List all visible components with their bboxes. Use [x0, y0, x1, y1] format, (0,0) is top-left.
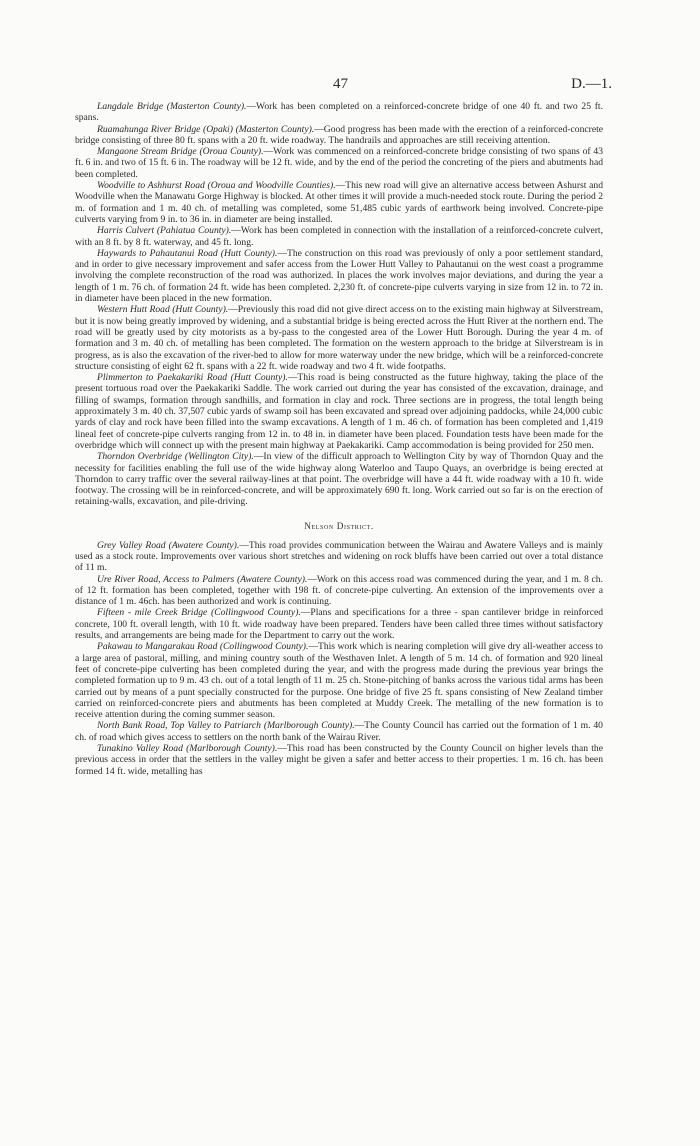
paragraph: [75, 372, 603, 451]
paragraph-text: —Work on this access road was commenced during the year, and 1 m. 8 ch. of 12 ft. formation has been completed, together with 198 ft. of concrete-pipe culverting. An extension of the improvements over a distance of 1 m. 46ch. has been authorized and work is continuing.: [75, 573, 603, 608]
paragraph: [75, 743, 603, 777]
page-header: [0, 76, 700, 96]
paragraph: [75, 101, 603, 124]
paragraph-text: —Work was commenced on a reinforced-concrete bridge consisting of two spans of 43 ft. 6 in. and two of 15 ft. 6 in. The roadway will be 12 ft. wide, and by the end of the period the concreting of the piers and abutments had been completed.: [75, 146, 603, 180]
paragraph-title: North Bank Road, Top Valley to Patriarch (Marlborough County).: [97, 720, 355, 732]
paragraph-title: Mangaone Stream Bridge (Oroua County).: [97, 146, 264, 158]
paragraph: [75, 180, 603, 225]
section-heading: Nelson District.: [304, 520, 374, 531]
document-body: [75, 101, 603, 777]
paragraph-title: Pakawau to Mangarakau Road (Collingwood County).: [97, 641, 309, 653]
paragraph: [75, 124, 603, 147]
paragraph: [75, 146, 603, 180]
paragraph: [75, 451, 603, 507]
paragraph: [75, 607, 603, 641]
paragraph-text: —Good progress has been made with the erection of a reinforced-concrete bridge consisting of three 80 ft. spans with a 20 ft. wide roadway. The handrails and approaches are still receiving attention.: [75, 123, 603, 146]
paragraph-text: —Work has been completed in connection with the installation of a reinforced-concrete culvert, with an 8 ft. by 8 ft. waterway, and 45 ft. long.: [75, 225, 603, 248]
paragraph-text: —This road provides communication between the Wairau and Awatere Valleys and is mainly used as a stock route. Improvements over various short stretches and widening on rock bluffs have been carried out over a total distance of 11 m.: [75, 539, 603, 574]
paragraph-text: —This road is being constructed as the future highway, taking the place of the present tortuous road over the Paekakariki Saddle. The work carried out during the year has consisted of the excavation, drainage, and filling of swamps, formation through sandhills, and formation in clay and rock. Three sections are in progress, the total length being approximately 3 m. 40 ch. 37,507 cubic yards of swamp soil has been excavated and spread over adjoining paddocks, while 24,000 cubic yards of clay and rock have been filled into the swamp excavations. A length of 1 m. 46 ch. of formation has been completed and 1,419 lineal feet of concrete-pipe culverts ranging from 12 in. to 48 in. in diameter have been placed. Foundation tests have been made for the overbridge which will connect up with the present main highway at Paekakariki. Camp accommodation is being provided for 250 men.: [75, 372, 603, 451]
paragraph-text: —The construction on this road was previously of only a poor settlement standard, and in order to give necessary improvement and safer access from the Lower Hutt Valley to Pahautanui on the west coast a programme involving the complete reconstruction of the road was authorized. In places the work involves major deviations, and during the year a length of 1 m. 76 ch. of formation 24 ft. wide has been completed. 2,230 ft. of concrete-pipe culverts varying in size from 12 in. to 72 in. in diameter have been placed in the new formation.: [75, 247, 603, 305]
paragraph: [75, 641, 603, 720]
paragraph-title: Langdale Bridge (Masterton County).: [97, 101, 247, 112]
paragraph: [75, 225, 603, 248]
paragraph: [75, 720, 603, 743]
paragraph: [75, 574, 603, 608]
paragraph-title: Haywards to Pahautanui Road (Hutt County).: [97, 247, 278, 259]
paragraph-title: Thorndon Overbridge (Wellington City).: [97, 451, 254, 463]
paragraph-text: —Work has been completed on a reinforced-concrete bridge of one 40 ft. and two 25 ft. spans.: [75, 101, 603, 124]
paragraph-text: —Previously this road did not give direct access on to the existing main highway at Silverstream, but it is now being greatly improved by widening, and a substantial bridge is being erected across the Hutt River at the northern end. The road will be greatly used by city motorists as a by-pass to the congested area of the Lower Hutt Borough. During the year 4 m. of formation and 3 m. 40 ch. of metalling has been completed. The formation on the western approach to the bridge at Silverstream is in progress, as is also the excavation of the river-bed to allow for more waterway under the new bridge, which will be a reinforced-concrete structure consisting of eight 62 ft. spans with a 22 ft. wide roadway and two 4 ft. wide footpaths.: [75, 304, 603, 372]
paragraph: [75, 304, 603, 372]
paragraph-title: Fifteen - mile Creek Bridge (Collingwood County).: [97, 607, 301, 619]
paragraph: [75, 248, 603, 304]
paragraph-text: —Plans and specifications for a three - span cantilever bridge in reinforced concrete, 100 ft. overall length, with 10 ft. wide roadway have been prepared. Tenders have been called three times without satisfactory results, and arrangements are being made for the Department to carry out the work.: [75, 607, 604, 642]
paragraph-title: Plimmerton to Paekakariki Road (Hutt County).: [97, 372, 288, 384]
paragraph-text: —The County Council has carried out the formation of 1 m. 40 ch. of road which gives access to settlers on the north bank of the Wairau River.: [75, 720, 603, 743]
paragraph: [75, 540, 603, 574]
paragraph-title: Tunakino Valley Road (Marlborough County).: [97, 743, 278, 755]
document-reference: D.—1.: [571, 76, 612, 92]
paragraph-title: Ure River Road, Access to Palmers (Awatere County).: [97, 573, 308, 585]
paragraph-text: —In view of the difficult approach to Wellington City by way of Thorndon Quay and the necessity for facilities enabling the full use of the wide highway along Waterloo and Taupo Quays, an overbridge is being erected at Thorndon to carry traffic over the several railway-lines at that point. The overbridge will have a 44 ft. wide roadway with a 10 ft. wide footway. The crossing will be in reinforced-concrete, and will be approximately 690 ft. long. Work carried out so far is on the erection of retaining-walls, excavation, and pile-driving.: [75, 451, 604, 508]
paragraph-title: Grey Valley Road (Awatere County).: [97, 539, 240, 551]
paragraph-text: —This new road will give an alternative access between Ashurst and Woodville when the Manawatu Gorge Highway is blocked. At other times it will provide a much-needed stock route. During the period 2 m. of formation and 1 m. 40 ch. of metalling was completed, some 51,485 cubic yards of earthwork being involved. Concrete-pipe culverts varying from 9 in. to 36 in. in diameter are being installed.: [75, 180, 603, 225]
paragraph-title: Western Hutt Road (Hutt County).: [97, 304, 229, 316]
page-number: 47: [333, 76, 348, 92]
paragraph-text: —This road has been constructed by the County Council on higher levels than the previous access in order that the settlers in the valley might be given a safer and better access to their properties. 1 m. 16 ch. has been formed 14 ft. wide, metalling has: [75, 743, 603, 777]
paragraph-title: Harris Culvert (Pahiatua County).: [97, 225, 232, 237]
paragraph-title: Woodville to Ashhurst Road (Oroua and Woodville Counties).: [97, 180, 336, 192]
paragraph-title: Ruamahunga River Bridge (Opaki) (Masterton County).: [97, 123, 315, 135]
paragraph-text: —This work which is nearing completion will give dry all-weather access to a large area of pastoral, milling, and mining country south of the Westhaven Inlet. A length of 5 m. 14 ch. of formation and 920 lineal feet of concrete-pipe culverting has been completed during the year, and with the progress made during the previous year brings the completed formation up to 9 m. 43 ch. out of a total length of 11 m. 25 ch. Stone-pitching of banks across the various tidal arms has been carried out by means of a punt specially constructed for the purpose. One bridge of five 25 ft. spans consisting of New Zealand timber carried on reinforced-concrete piers and abutments has been completed at Muddy Creek. The metalling of the new formation is to receive attention during the coming summer season.: [75, 641, 603, 721]
